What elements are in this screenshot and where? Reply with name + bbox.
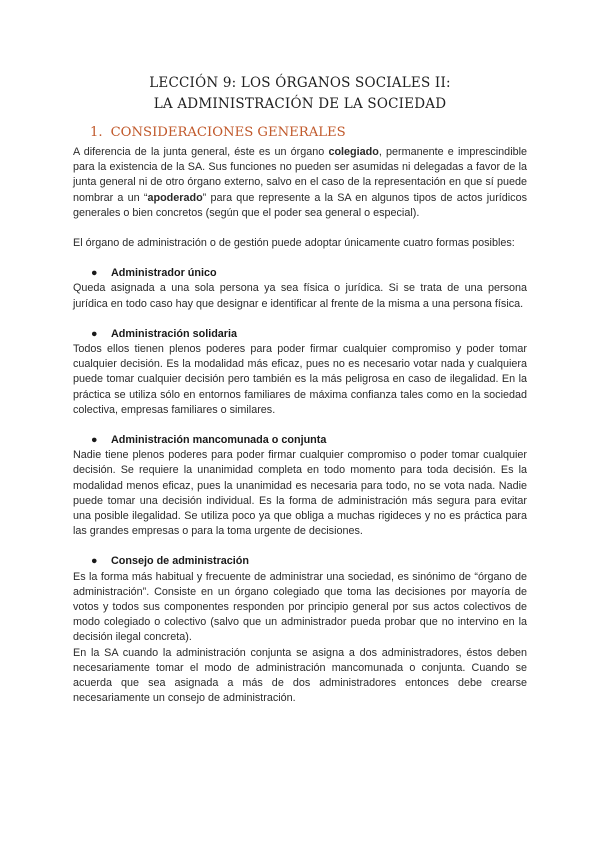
form-heading-text: Administración solidaria <box>111 327 237 340</box>
form-text-consejo-administracion-2: En la SA cuando la administración conjunta se asigna a dos administradores, éstos deben necesariamente tomar el modo de administración mancomunada o conjunta. Cuando se acuerda que sea asignada a más de dos administradores entonces debe crearse necesariamente un consejo de administración. <box>73 646 527 705</box>
form-heading-administracion-mancomunada <box>73 433 527 448</box>
form-text-administracion-solidaria: Todos ellos tienen plenos poderes para poder firmar cualquier compromiso y poder tomar cualquier decisión. Es la modalidad más eficaz, pues no es necesario votar nada y cualquiera puede tomar cualquier decisión pero también es la más peligrosa en caso de ilegalidad. En la práctica se utiliza sólo en entornos familiares de máxima confianza tales como en la sociedad colectiva, empresas familiares o similares. <box>73 343 527 416</box>
form-heading-text: Administración mancomunada o conjunta <box>111 434 327 447</box>
title-line-1: LECCIÓN 9: LOS ÓRGANOS SOCIALES II: <box>149 75 451 91</box>
intro-bold-colegiado: colegiado <box>328 146 379 158</box>
section-heading <box>90 124 346 142</box>
intro-text-3: ” para que represente a la SA en algunos tipos de actos jurídicos generales o bien concretos (según que el poder sea general o especial). <box>73 191 527 219</box>
form-text-consejo-administracion: Es la forma más habitual y frecuente de administrar una sociedad, es sinónimo de “órgano de administración”. Consiste en un órgano colegiado que toma las decisiones por mayoría de votos y todos sus componentes responden por principio general por sus actos colectivos de modo colegiado o colectivo (salvo que un administrador pueda probar que no intervino en la decisión ilegal concreta). <box>73 570 527 644</box>
document-body <box>73 145 527 707</box>
bullet-icon: ● <box>91 555 98 568</box>
bullet-icon: ● <box>91 267 98 280</box>
intro-bold-apoderado: apoderado <box>147 191 203 204</box>
form-text-administracion-mancomunada: Nadie tiene plenos poderes para poder firmar cualquier compromiso o poder tomar cualquier decisión. Se requiere la unanimidad completa en todo momento para toda decisión. Es la modalidad menos eficaz, pues la unanimidad es necesaria para todo, no se vota nada. Nadie puede tomar una decisión individual. Es la forma de administración más segura para evitar una posible ilegalidad. Se utiliza poco ya que obliga a muchas rigideces y no es práctica para las grandes empresas o para la toma urgente de decisiones. <box>73 449 527 538</box>
form-heading-text: Administrador único <box>111 267 217 280</box>
form-heading-administracion-solidaria <box>73 327 527 342</box>
intro-text-2: , permanente e imprescindible para la existencia de la SA. Sus funciones no pueden ser asumidas ni delegadas a favor de la junta general ni de otro órgano externo, salvo en el caso de la representación en que sí puede nombrar a un “ <box>73 146 527 204</box>
section-heading-text: CONSIDERACIONES GENERALES <box>110 125 346 140</box>
intro-text-1: A diferencia de la junta general, éste es un órgano <box>73 146 329 158</box>
bullet-icon: ● <box>91 434 98 447</box>
title-line-2: LA ADMINISTRACIÓN DE LA SOCIEDAD <box>153 96 447 112</box>
page-title <box>0 73 600 115</box>
forms-intro-paragraph: El órgano de administración o de gestión puede adoptar únicamente cuatro formas posibles: <box>73 237 515 250</box>
intro-paragraph <box>73 145 527 221</box>
form-text-administrador-unico: Queda asignada a una sola persona ya sea física o jurídica. Si se trata de una persona jurídica en todo caso hay que designar e identificar al frente de la misma a una persona física. <box>73 282 527 310</box>
form-heading-text: Consejo de administración <box>111 555 249 568</box>
form-heading-consejo-administracion <box>73 554 527 569</box>
form-heading-administrador-unico <box>73 266 527 281</box>
bullet-icon: ● <box>91 327 98 340</box>
section-number: 1. <box>90 125 103 140</box>
